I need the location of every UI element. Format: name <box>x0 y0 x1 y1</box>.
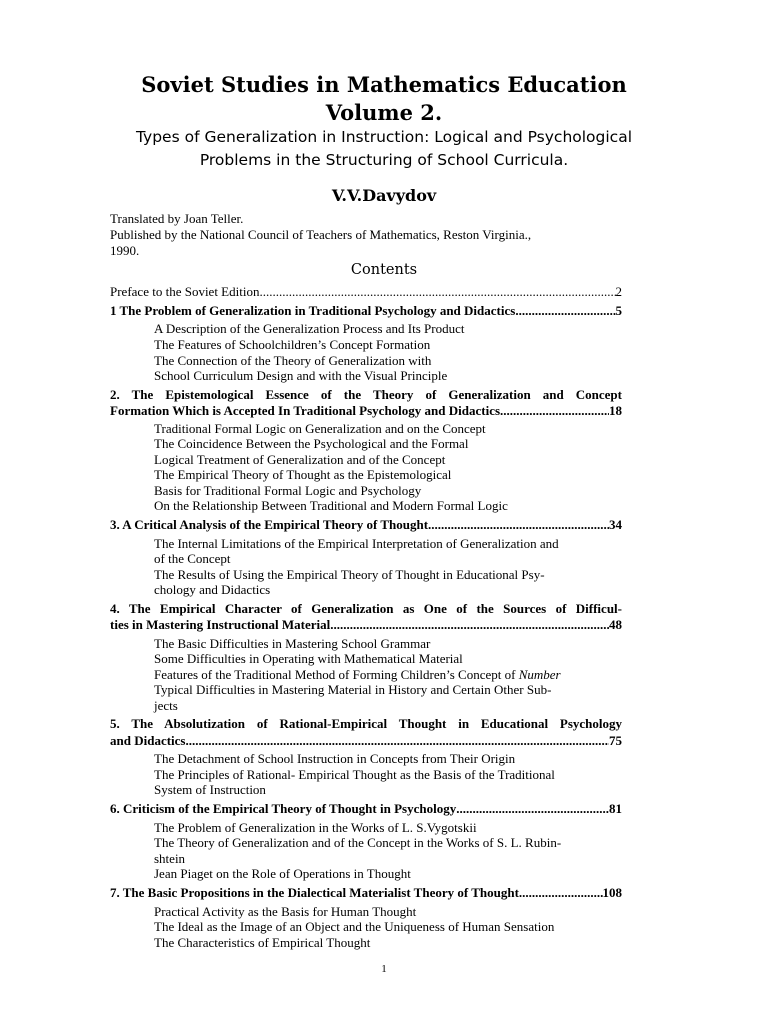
toc-subsection: shtein <box>154 851 186 866</box>
toc-subsection: The Connection of the Theory of Generalization with <box>154 353 432 368</box>
toc-subsection: On the Relationship Between Traditional and Modern Formal Logic <box>154 498 508 513</box>
toc-leader <box>456 801 609 817</box>
toc-page-number: 108 <box>602 885 622 900</box>
toc-chapter-title: 7. The Basic Propositions in the Dialectical Materialist Theory of Thought <box>110 885 519 900</box>
toc-subsection: The Detachment of School Instruction in Concepts from Their Origin <box>154 751 516 766</box>
toc-page-number: 34 <box>609 517 622 532</box>
toc-subsection: Jean Piaget on the Role of Operations in Thought <box>154 866 411 881</box>
toc-page-number: 18 <box>609 403 622 418</box>
toc-page-number: 5 <box>615 303 622 318</box>
toc-leader <box>259 284 615 300</box>
toc-leader <box>515 303 615 319</box>
toc-subsection-text: Features of the Traditional Method of Forming Children’s Concept of <box>154 667 519 682</box>
author: V.V.Davydov <box>331 186 437 205</box>
toc-chapter-2-line-1[interactable]: 2. The Epistemological Essence of the Theory of Generalization and Concept <box>110 387 622 402</box>
toc-subsection: Some Difficulties in Operating with Mathematical Material <box>154 651 463 666</box>
toc-subsection: System of Instruction <box>154 782 266 797</box>
toc-subsection: The Coincidence Between the Psychological and the Formal <box>154 436 469 451</box>
toc-page-number: 75 <box>609 733 622 748</box>
toc-subsection <box>154 667 622 683</box>
toc-subsection: A Description of the Generalization Process and Its Product <box>154 321 465 336</box>
subtitle-line-1: Types of Generalization in Instruction: Logical and Psychological <box>135 128 633 146</box>
toc-subsection: The Features of Schoolchildren’s Concept Formation <box>154 337 431 352</box>
toc-chapter-title: Formation Which is Accepted In Traditional Psychology and Didactics <box>110 403 501 418</box>
toc-page-number: 2 <box>615 284 622 299</box>
toc-chapter-6[interactable] <box>110 801 622 817</box>
toc-subsection: The Problem of Generalization in the Works of L. S.Vygotskii <box>154 820 477 835</box>
contents-heading: Contents <box>350 262 418 278</box>
published-line-2: 1990. <box>110 243 140 258</box>
toc-chapter-title: 6. Criticism of the Empirical Theory of Thought in Psychology <box>110 801 457 816</box>
toc-chapter-7[interactable] <box>110 885 622 901</box>
toc-subsection: Basis for Traditional Formal Logic and Psychology <box>154 483 422 498</box>
toc-subsection: The Basic Difficulties in Mastering School Grammar <box>154 636 431 651</box>
toc-subsection: chology and Didactics <box>154 582 271 597</box>
toc-subsection: Typical Difficulties in Mastering Material in History and Certain Other Sub- <box>154 682 552 697</box>
toc-subsection: The Results of Using the Empirical Theory of Thought in Educational Psy- <box>154 567 545 582</box>
toc-leader <box>428 517 609 533</box>
toc-subsection: of the Concept <box>154 551 231 566</box>
toc-subsection: The Empirical Theory of Thought as the Epistemological <box>154 467 452 482</box>
toc-subsection: School Curriculum Design and with the Visual Principle <box>154 368 448 383</box>
toc-chapter-title: 3. A Critical Analysis of the Empirical Theory of Thought <box>110 517 429 532</box>
toc-page-number: 48 <box>609 617 622 632</box>
title-line-2: Volume 2. <box>325 100 443 125</box>
toc-chapter-5-line-2[interactable] <box>110 733 622 749</box>
toc-chapter-3[interactable] <box>110 517 622 533</box>
page-number: 1 <box>381 963 387 975</box>
title-line-1: Soviet Studies in Mathematics Education <box>141 72 627 97</box>
toc-subsection: The Theory of Generalization and of the Concept in the Works of S. L. Rubin- <box>154 835 562 850</box>
translated-by: Translated by Joan Teller. <box>110 211 244 226</box>
toc-chapter-title: 1 The Problem of Generalization in Traditional Psychology and Didactics <box>110 303 516 318</box>
italic-term: Number <box>518 667 561 682</box>
toc-chapter-title: ties in Mastering Instructional Material <box>110 617 331 632</box>
toc-subsection: The Characteristics of Empirical Thought <box>154 935 371 950</box>
toc-leader <box>519 885 603 901</box>
toc-leader <box>500 403 609 419</box>
toc-subsection: The Ideal as the Image of an Object and the Uniqueness of Human Sensation <box>154 919 555 934</box>
toc-subsection: The Internal Limitations of the Empirical Interpretation of Generalization and <box>154 536 559 551</box>
toc-subsection: Traditional Formal Logic on Generalization and on the Concept <box>154 421 486 436</box>
toc-entry-title: Preface to the Soviet Edition <box>110 284 260 299</box>
toc-chapter-5-line-1[interactable]: 5. The Absolutization of Rational-Empirical Thought in Educational Psychology <box>110 716 622 731</box>
toc-page-number: 81 <box>609 801 622 816</box>
published-line-1: Published by the National Council of Teachers of Mathematics, Reston Virginia., <box>110 227 532 242</box>
subtitle-line-2: Problems in the Structuring of School Curricula. <box>199 151 569 169</box>
toc-subsection: Practical Activity as the Basis for Human Thought <box>154 904 417 919</box>
toc-subsection: jects <box>154 698 178 713</box>
toc-chapter-1[interactable] <box>110 303 622 319</box>
toc-chapter-4-line-1[interactable]: 4. The Empirical Character of Generalization as One of the Sources of Difficul- <box>110 601 622 616</box>
toc-leader <box>330 617 609 633</box>
toc-subsection: Logical Treatment of Generalization and of the Concept <box>154 452 446 467</box>
toc-chapter-title: and Didactics <box>110 733 186 748</box>
toc-leader <box>185 733 609 749</box>
toc-subsection: The Principles of Rational- Empirical Thought as the Basis of the Traditional <box>154 767 555 782</box>
toc-chapter-4-line-2[interactable] <box>110 617 622 633</box>
toc-chapter-2-line-2[interactable] <box>110 403 622 419</box>
toc-entry-preface[interactable] <box>110 284 622 300</box>
